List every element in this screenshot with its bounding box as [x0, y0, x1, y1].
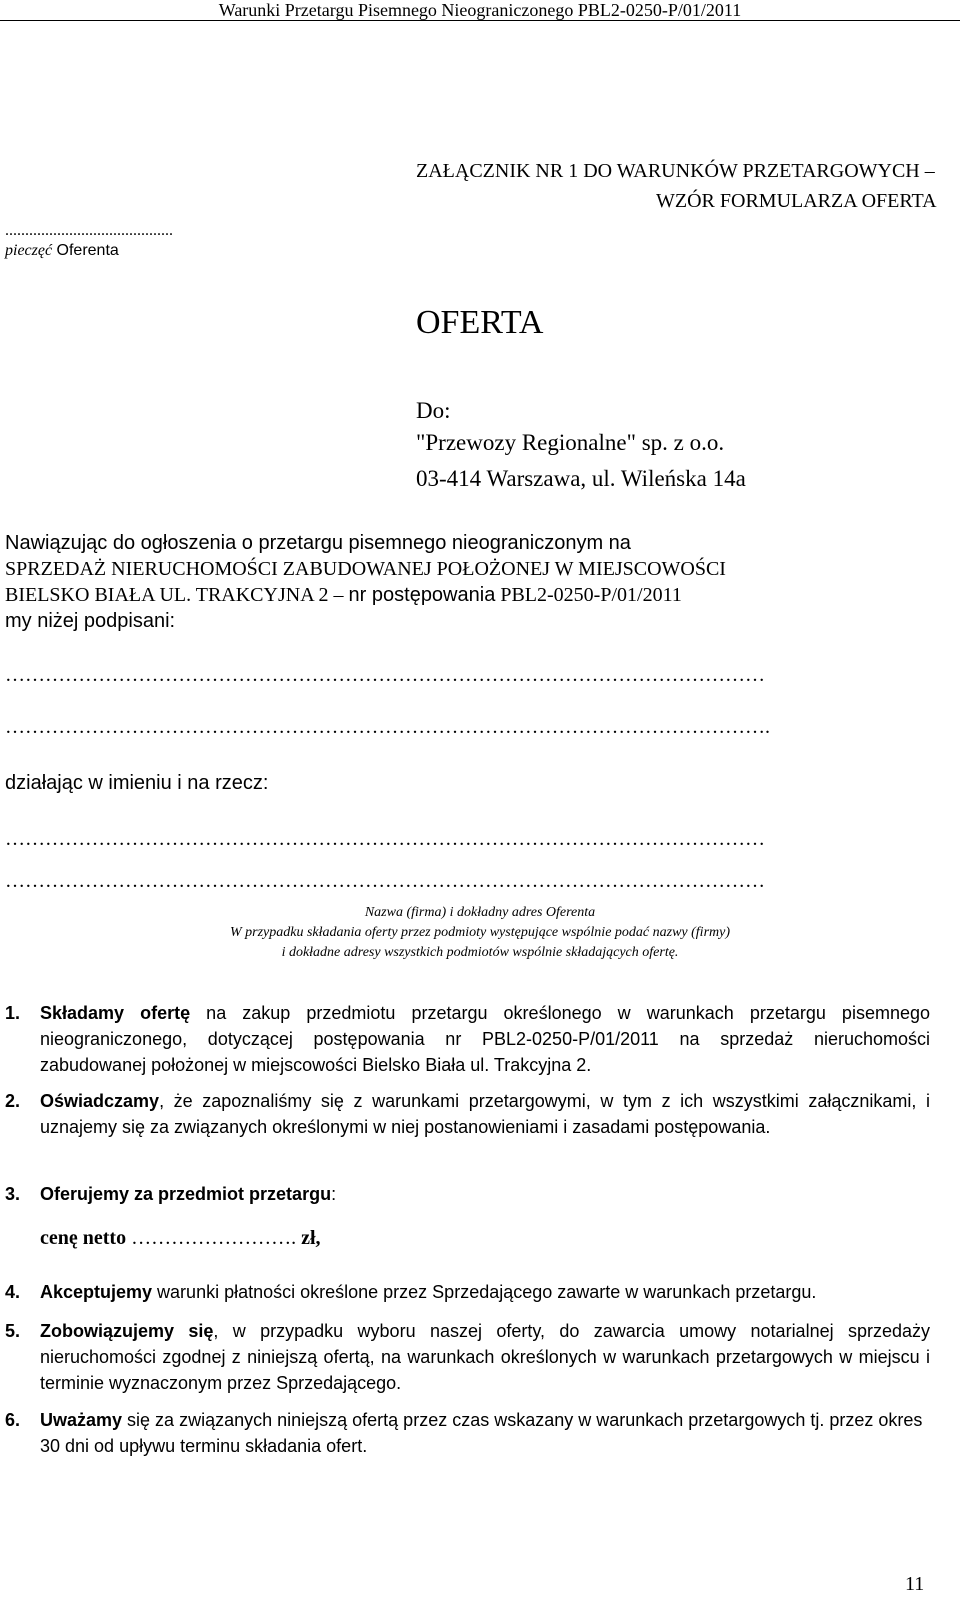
point-5 [5, 1318, 930, 1396]
point-number: 2. [5, 1091, 21, 1111]
annex-title-line2: WZÓR FORMULARZA OFERTA [656, 190, 937, 212]
page-number: 11 [905, 1573, 925, 1595]
point-text: warunki płatności określone przez Sprzedającego zawarte w warunkach przetargu. [152, 1282, 817, 1302]
seal-label-italic: pieczęć [5, 242, 53, 259]
point-bold-lead: Składamy ofertę [40, 1003, 191, 1023]
point-bold-lead: Oferujemy za przedmiot przetargu [40, 1184, 332, 1204]
point-number: 4. [5, 1282, 21, 1302]
intro-line3-label: nr postępowania [348, 584, 496, 606]
point-text: : [331, 1184, 337, 1204]
signatory-dotted-line-2: ……………………………………………………………………………………………………. [5, 716, 770, 738]
recipient-name: "Przewozy Regionalne" sp. z o.o. [416, 430, 725, 455]
acting-on-behalf-label: działając w imieniu i na rzecz: [5, 772, 269, 794]
point-text: , że zapoznaliśmy się z warunkami przetargowymi, w tym z ich wszystkimi załącznikami, i uznajemy się za związanych określonymi w niej postanowieniami i zasadami postępowania. [40, 1091, 930, 1137]
point-4 [5, 1279, 930, 1305]
signatory-dotted-line-1: …………………………………………………………………………………………………… [5, 664, 765, 686]
point-3 [5, 1181, 930, 1207]
point-bold-lead: Akceptujemy [40, 1282, 153, 1302]
seal-label [5, 242, 119, 260]
intro-paragraph [5, 530, 945, 634]
point-text: się za związanych niniejszą ofertą przez czas wskazany w warunkach przetargowych tj. przez okres 30 dni od upływu terminu składania ofert. [40, 1410, 923, 1456]
intro-line3-subject: BIELSKO BIAŁA UL. TRAKCYJNA 2 – [5, 584, 344, 606]
net-price-unit: zł, [301, 1227, 321, 1249]
entity-dotted-line-2: …………………………………………………………………………………………………… [5, 870, 765, 892]
point-bold-lead: Uważamy [40, 1410, 123, 1430]
point-number: 6. [5, 1410, 21, 1430]
point-number: 5. [5, 1321, 21, 1341]
note-line1: Nazwa (firma) i dokładny adres Oferenta [364, 905, 596, 920]
entity-dotted-line-1: …………………………………………………………………………………………………… [5, 828, 765, 850]
intro-line3 [5, 582, 945, 608]
net-price-dots: ……………………. [131, 1227, 297, 1249]
intro-line2: SPRZEDAŻ NIERUCHOMOŚCI ZABUDOWANEJ POŁOŻONEJ W MIEJSCOWOŚCI [5, 558, 726, 580]
recipient-to: Do: [416, 398, 451, 423]
point-number: 1. [5, 1003, 21, 1023]
note-line3: i dokładne adresy wszystkich podmiotów wspólnie składających ofertę. [281, 945, 679, 960]
recipient-address: 03-414 Warszawa, ul. Wileńska 14a [416, 466, 746, 491]
point-bold-lead: Oświadczamy [40, 1091, 160, 1111]
page-title: OFERTA [416, 304, 544, 341]
seal-dotted-line: .......................................... [5, 222, 173, 239]
point-2 [5, 1088, 930, 1140]
intro-line3-number: PBL2-0250-P/01/2011 [500, 584, 682, 606]
intro-line1: Nawiązując do ogłoszenia o przetargu pisemnego nieograniczonym na [5, 532, 631, 554]
intro-line4: my niżej podpisani: [5, 610, 176, 632]
running-header: Warunki Przetargu Pisemnego Nieograniczonego PBL2-0250-P/01/2011 [218, 0, 742, 20]
point-bold-lead: Zobowiązujemy się [40, 1321, 214, 1341]
seal-label-rest: Oferenta [56, 242, 119, 259]
point-text: , w przypadku wyboru naszej oferty, do zawarcia umowy notarialnej sprzedaży nieruchomości zgodnej z niniejszą ofertą, na warunkach określonych w warunkach przetargowych w miejscu i terminie wyznaczonym przez Sprzedającego. [40, 1321, 930, 1393]
point-1 [5, 1000, 930, 1078]
net-price-label: cenę netto [40, 1227, 127, 1249]
point-text: na zakup przedmiotu przetargu określonego w warunkach przetargu pisemnego nieograniczonego, dotyczącej postępowania nr PBL2-0250-P/01/2011 na sprzedaż nieruchomości zabudowanej położonej w miejscowości Bielsko Biała ul. Trakcyjna 2. [40, 1003, 930, 1075]
annex-title-line1: ZAŁĄCZNIK NR 1 DO WARUNKÓW PRZETARGOWYCH – [416, 160, 935, 182]
header-divider [0, 20, 960, 21]
net-price-line [40, 1227, 321, 1250]
note-line2: W przypadku składania oferty przez podmioty występujące wspólnie podać nazwy (firmy) [229, 925, 731, 940]
point-6 [5, 1407, 930, 1459]
point-number: 3. [5, 1184, 21, 1204]
